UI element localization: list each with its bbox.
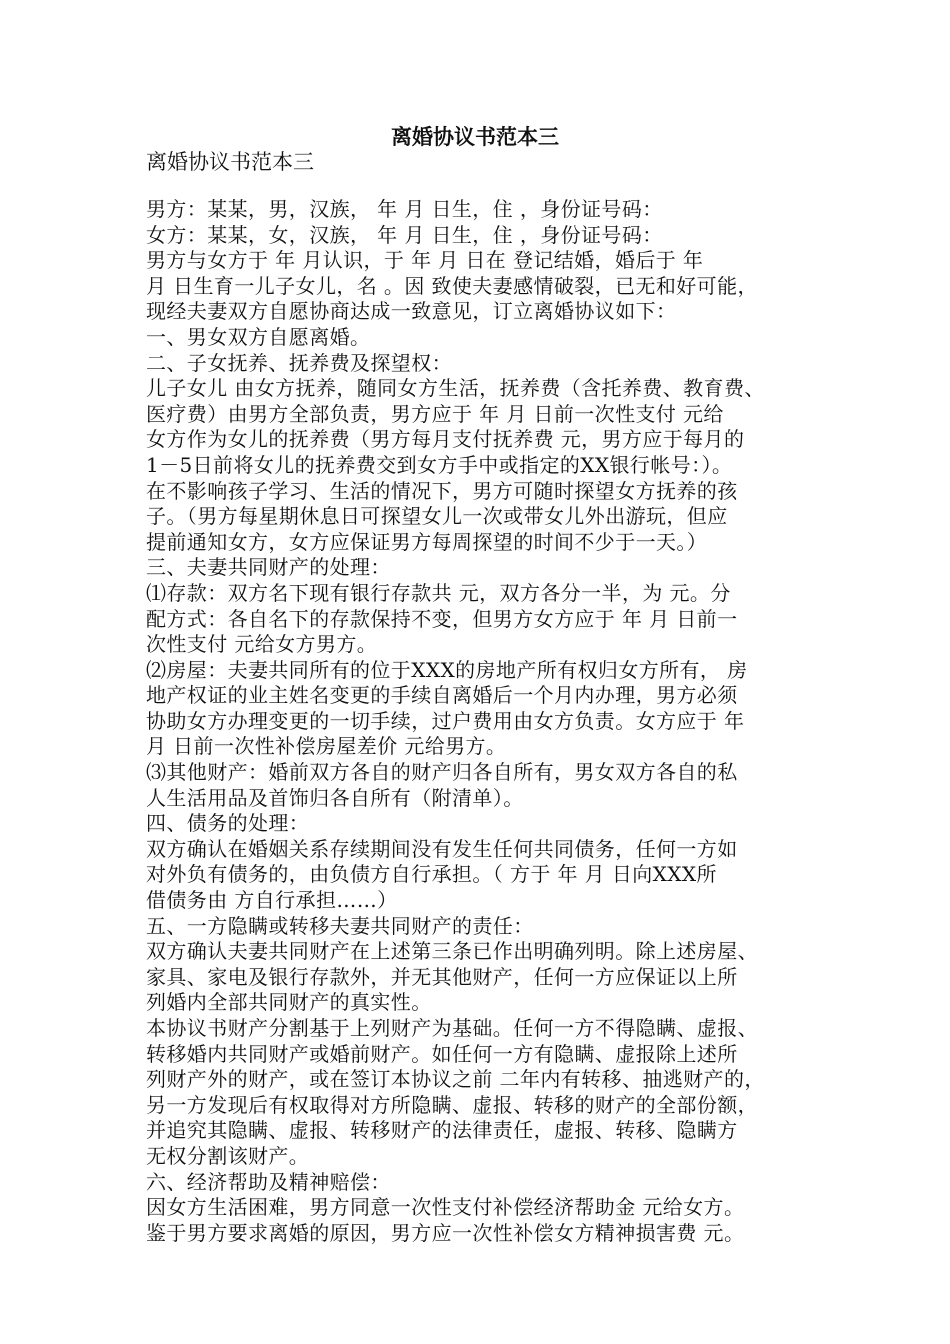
- text-line: 协助女方办理变更的一切手续，过户费用由女方负责。女方应于 年: [146, 708, 745, 733]
- text-line: 对外负有债务的，由负债方自行承担。（ 方于 年 月 日向XXX所: [146, 862, 717, 887]
- text-line: 四、债务的处理：: [146, 811, 310, 836]
- text-line: 二、子女抚养、抚养费及探望权：: [146, 350, 452, 375]
- document-subtitle: 离婚协议书范本三: [146, 150, 314, 174]
- text-line: 1－5日前将女儿的抚养费交到女方手中或指定的XX银行帐号：）。: [146, 452, 733, 477]
- text-line: 月 日前一次性补偿房屋差价 元给男方。: [146, 734, 507, 759]
- text-line: ⑴存款：双方名下现有银行存款共 元，双方各分一半，为 元。分: [146, 580, 731, 605]
- text-line: 双方确认在婚姻关系存续期间没有发生任何共同债务，任何一方如: [146, 836, 738, 861]
- text-line: 六、经济帮助及精神赔偿：: [146, 1169, 391, 1194]
- text-line: 男方：某某，男，汉族， 年 月 日生，住 ，身份证号码：: [146, 197, 663, 221]
- text-line: 月 日生育一儿子女儿，名 。因 致使夫妻感情破裂，已无和好可能，: [146, 273, 758, 298]
- text-line: 转移婚内共同财产或婚前财产。如任何一方有隐瞒、虚报除上述所: [146, 1041, 738, 1066]
- text-line: 现经夫妻双方自愿协商达成一致意见，订立离婚协议如下：: [146, 299, 677, 324]
- text-line: 地产权证的业主姓名变更的手续自离婚后一个月内办理，男方必须: [146, 683, 738, 708]
- text-line: 子。（男方每星期休息日可探望女儿一次或带女儿外出游玩，但应: [146, 504, 728, 529]
- document-title: 离婚协议书范本三: [391, 124, 559, 149]
- text-line: 在不影响孩子学习、生活的情况下，男方可随时探望女方抚养的孩: [146, 478, 738, 503]
- text-line: 女方作为女儿的抚养费（男方每月支付抚养费 元，男方应于每月的: [146, 427, 745, 452]
- text-line: 列婚内全部共同财产的真实性。: [146, 990, 432, 1015]
- text-line: 人生活用品及首饰归各自所有（附清单）。: [146, 785, 524, 810]
- text-line: 三、夫妻共同财产的处理：: [146, 555, 391, 580]
- text-line: 提前通知女方，女方应保证男方每周探望的时间不少于一天。）: [146, 529, 708, 554]
- text-line: ⑵房屋：夫妻共同所有的位于XXX的房地产所有权归女方所有， 房: [146, 657, 748, 682]
- text-line: ⑶其他财产：婚前双方各自的财产归各自所有，男女双方各自的私: [146, 760, 738, 785]
- text-line: 借债务由 方自行承担……）: [146, 888, 398, 913]
- document-body: [146, 197, 826, 1246]
- text-line: 无权分割该财产。: [146, 1143, 310, 1168]
- text-line: 次性支付 元给女方男方。: [146, 632, 378, 657]
- text-line: 男方与女方于 年 月认识，于 年 月 日在 登记结婚，婚后于 年: [146, 248, 704, 273]
- text-line: 本协议书财产分割基于上列财产为基础。任何一方不得隐瞒、虚报、: [146, 1016, 758, 1040]
- text-line: 并追究其隐瞒、虚报、转移财产的法律责任，虚报、转移、隐瞒方: [146, 1118, 738, 1143]
- text-line: 鉴于男方要求离婚的原因，男方应一次性补偿女方精神损害费 元。: [146, 1220, 745, 1245]
- text-line: 儿子女儿 由女方抚养，随同女方生活，抚养费（含托养费、教育费、: [146, 376, 765, 401]
- text-line: 医疗费）由男方全部负责，男方应于 年 月 日前一次性支付 元给: [146, 401, 724, 426]
- text-line: 配方式：各自名下的存款保持不变，但男方女方应于 年 月 日前一: [146, 606, 738, 631]
- text-line: 五、一方隐瞒或转移夫妻共同财产的责任：: [146, 913, 534, 938]
- text-line: 一、男女双方自愿离婚。: [146, 324, 371, 349]
- text-line: 另一方发现后有权取得对方所隐瞒、虚报、转移的财产的全部份额，: [146, 1092, 758, 1117]
- text-line: 双方确认夫妻共同财产在上述第三条已作出明确列明。除上述房屋、: [146, 939, 758, 964]
- text-line: 家具、家电及银行存款外，并无其他财产，任何一方应保证以上所: [146, 964, 738, 989]
- text-line: 女方：某某，女，汉族， 年 月 日生，住 ，身份证号码：: [146, 222, 663, 247]
- text-line: 列财产外的财产，或在签订本协议之前 二年内有转移、抽逃财产的，: [146, 1067, 765, 1092]
- text-line: 因女方生活困难，男方同意一次性支付补偿经济帮助金 元给女方。: [146, 1195, 745, 1220]
